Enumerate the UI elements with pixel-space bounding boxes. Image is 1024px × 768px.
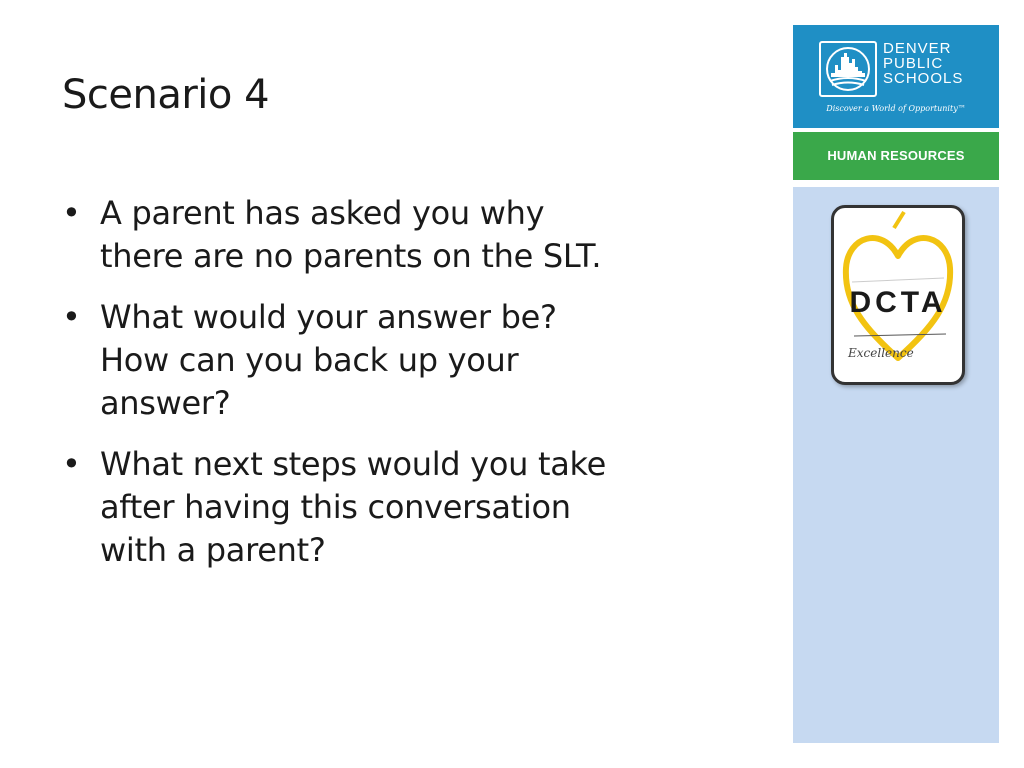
dcta-signature: Excellence [848,346,914,360]
dcta-wordmark: DCTA [849,286,947,319]
bullet-item [62,296,762,425]
human-resources-banner: HUMAN RESOURCES [793,132,999,180]
bullet-text-line: What would your answer be? [100,298,557,336]
dps-skyline-icon [819,41,877,97]
dps-logo [819,41,971,101]
bullet-list [62,192,762,590]
bullet-text-line: What next steps would you take [100,445,606,483]
bullet-icon: • [62,445,81,483]
slide-title: Scenario 4 [62,72,270,118]
bullet-text-line: How can you back up your [100,341,519,379]
dps-wordmark [883,41,963,86]
bullet-item [62,192,762,278]
dps-line1: DENVER [883,40,952,57]
dps-logo-banner [793,25,999,128]
bullet-text-line: there are no parents on the SLT. [100,237,602,275]
dps-tagline: Discover a World of Opportunity™ [826,104,966,113]
bullet-text-line: A parent has asked you why [100,194,545,232]
dps-line3: SCHOOLS [883,70,964,87]
bullet-icon: • [62,298,81,336]
bullet-text-line: after having this conversation [100,488,571,526]
dcta-logo [831,205,965,385]
bullet-icon: • [62,194,81,232]
dps-line2: PUBLIC [883,55,944,72]
bullet-text-line: with a parent? [100,531,326,569]
bullet-text-line: answer? [100,384,231,422]
bullet-item [62,443,762,572]
